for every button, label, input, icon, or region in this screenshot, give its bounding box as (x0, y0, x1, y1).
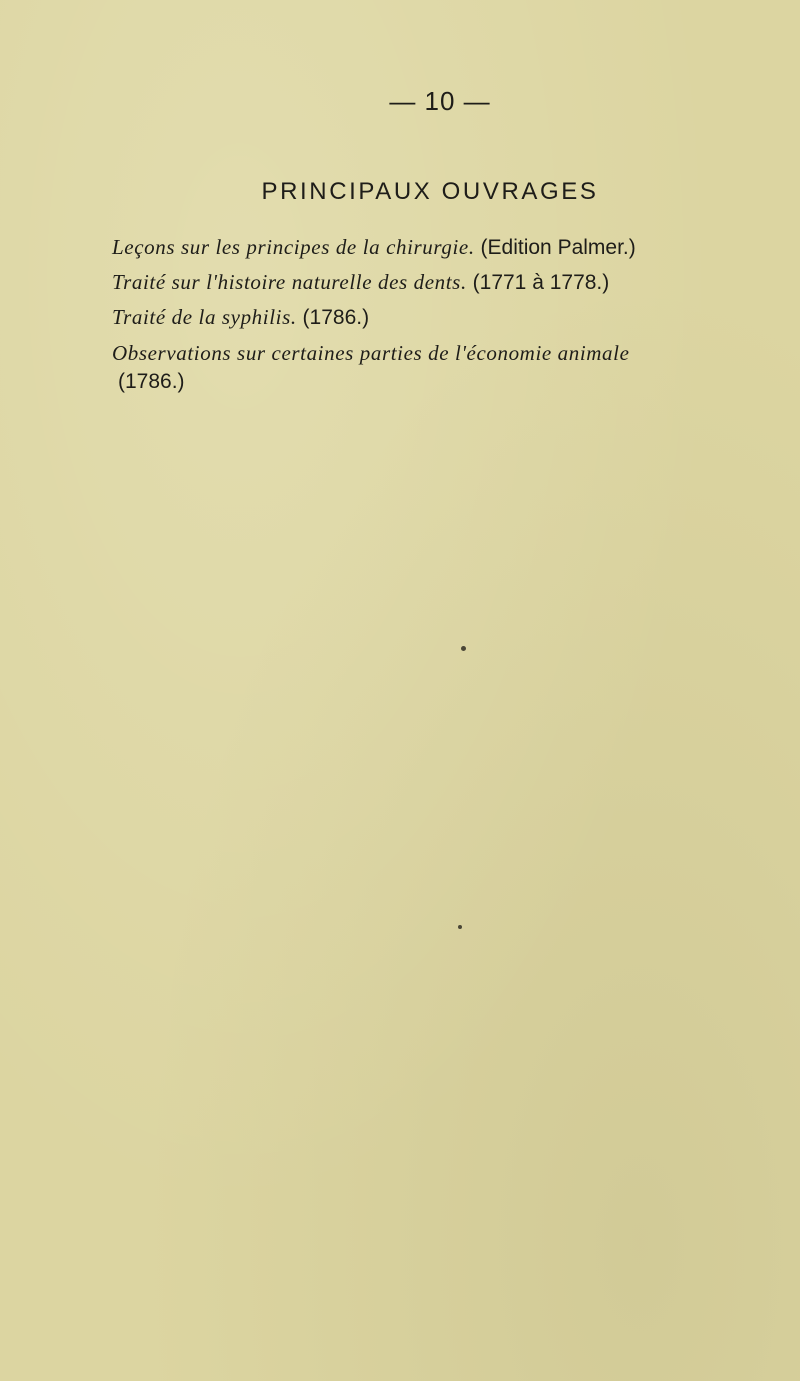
works-list (112, 230, 792, 396)
list-item (112, 230, 792, 265)
work-note: (1786.) (118, 370, 185, 393)
work-title: Traité de la syphilis. (112, 305, 297, 329)
page-number: — 10 — (389, 86, 491, 116)
section-heading: PRINCIPAUX OUVRAGES (261, 178, 599, 205)
work-note: (Edition Palmer.) (474, 236, 636, 259)
list-item (112, 265, 792, 300)
list-item (112, 339, 792, 396)
ink-speck (458, 925, 462, 929)
ink-speck (461, 646, 466, 651)
work-title: Traité sur l'histoire naturelle des dents. (112, 270, 467, 294)
work-title: Leçons sur les principes de la chirurgie. (112, 235, 475, 259)
work-title: Observations sur certaines parties de l'économie animale (112, 341, 630, 365)
work-note: (1786.) (296, 306, 370, 329)
list-item (112, 300, 792, 335)
work-note: (1771 à 1778.) (466, 271, 610, 294)
